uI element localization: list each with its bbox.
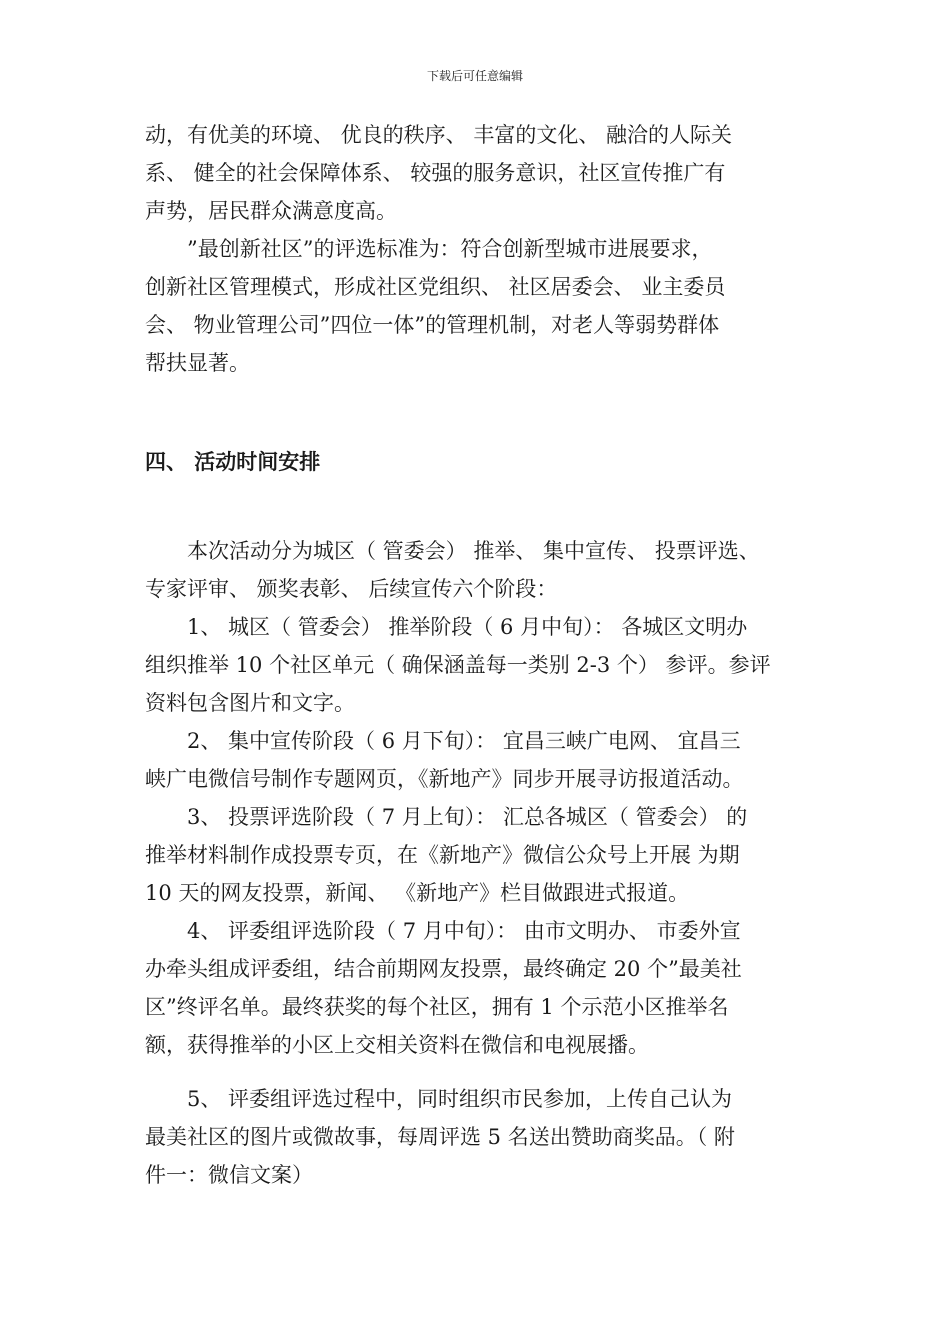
page-header: 下载后可任意编辑 xyxy=(426,69,523,83)
body-line: 2、 集中宣传阶段（ 6 月下旬）： 宜昌三峡广电网、 宜昌三 xyxy=(145,729,741,753)
body-line: 系、 健全的社会保障体系、 较强的服务意识，社区宣传推广有 xyxy=(145,161,726,185)
body-line: 专家评审、 颁奖表彰、 后续宣传六个阶段： xyxy=(145,577,558,601)
body-line: 10 天的网友投票，新闻、 《新地产》栏目做跟进式报道。 xyxy=(145,881,690,905)
body-line: 帮扶显著。 xyxy=(145,351,250,375)
body-line: 1、 城区（ 管委会） 推举阶段（ 6 月中旬）： 各城区文明办 xyxy=(145,615,748,639)
body-line: 区”终评名单。最终获奖的每个社区，拥有 1 个示范小区推举名 xyxy=(145,995,729,1019)
body-line: 会、 物业管理公司”四位一体”的管理机制，对老人等弱势群体 xyxy=(145,313,720,337)
body-line: 件一：微信文案） xyxy=(145,1163,313,1187)
body-line: 峡广电微信号制作专题网页，《新地产》同步开展寻访报道活动。 xyxy=(145,767,744,791)
body-line: 5、 评委组评选过程中，同时组织市民参加，上传自己认为 xyxy=(145,1087,733,1111)
body-line: 推举材料制作成投票专页，在《新地产》微信公众号上开展 为期 xyxy=(145,843,740,867)
body-line: ”最创新社区”的评选标准为：符合创新型城市进展要求， xyxy=(145,237,713,261)
body-line: 额，获得推举的小区上交相关资料在微信和电视展播。 xyxy=(145,1033,649,1057)
body-line: 资料包含图片和文字。 xyxy=(145,691,355,715)
body-line: 创新社区管理模式，形成社区党组织、 社区居委会、 业主委员 xyxy=(145,275,726,299)
body-line: 4、 评委组评选阶段（ 7 月中旬）： 由市文明办、 市委外宣 xyxy=(145,919,741,943)
body-line: 办牵头组成评委组，结合前期网友投票，最终确定 20 个”最美社 xyxy=(145,957,742,981)
section-heading: 四、 活动时间安排 xyxy=(145,450,321,474)
body-line: 最美社区的图片或微故事，每周评选 5 名送出赞助商奖品。（ 附 xyxy=(145,1125,735,1149)
body-line: 本次活动分为城区（ 管委会） 推举、 集中宣传、 投票评选、 xyxy=(145,539,760,563)
body-line: 声势，居民群众满意度高。 xyxy=(145,199,397,223)
body-line: 组织推举 10 个社区单元（ 确保涵盖每一类别 2-3 个） 参评。参评 xyxy=(145,653,771,677)
body-line: 动，有优美的环境、 优良的秩序、 丰富的文化、 融洽的人际关 xyxy=(145,123,733,147)
body-line: 3、 投票评选阶段（ 7 月上旬）： 汇总各城区（ 管委会） 的 xyxy=(145,805,748,829)
